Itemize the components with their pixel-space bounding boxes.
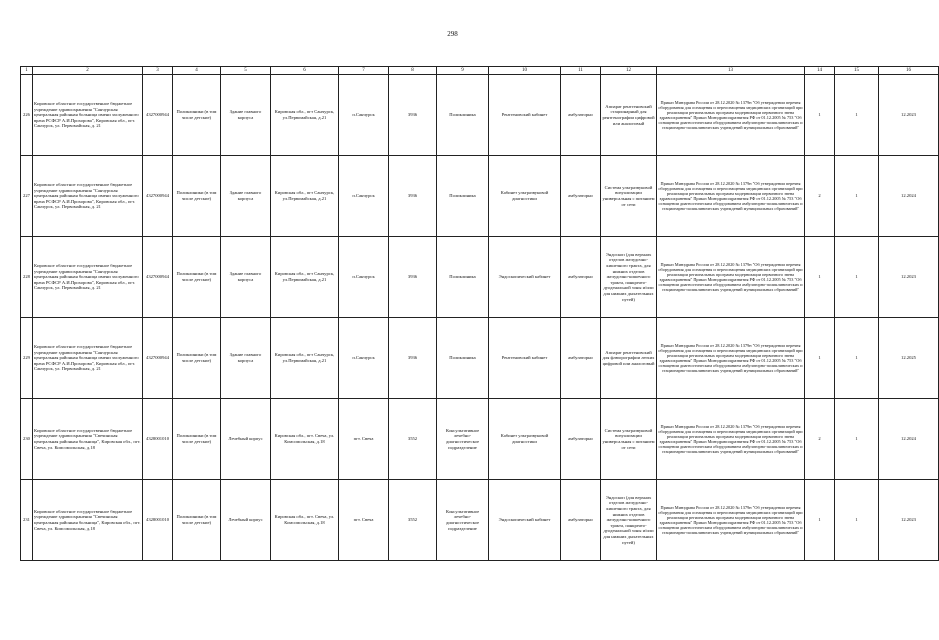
equipment-name: Аппарат рентгеновский стационарный для рентгенографии цифровой или аналоговый xyxy=(601,75,657,156)
table-row xyxy=(21,480,939,561)
row-number: 230 xyxy=(21,399,33,480)
settlement-name: п.Санчурск xyxy=(339,318,389,399)
regulatory-basis: Приказ Минздрава России от 28.12.2020 № 1379н "Об утверждении перечня оборудования для оснащения и переоснащения медицинских организаций при реализации региональных программ модернизации первичного звена здравоохранения" Приказ Минздравсоцразвития РФ от 01.12.2005 № 753 "Об оснащении диагностическим оборудованием амбулаторно-поликлинических и стационарно-поликлинических учреждений муниципальных образований" xyxy=(657,237,805,318)
facility-address: Кировская обл., пгт Санчурск, ул.Первомайская, д.21 xyxy=(271,237,339,318)
care-mode: амбулаторно xyxy=(561,237,601,318)
division-name: Консультативное лечебно-диагностическое подразделение xyxy=(437,480,489,561)
division-name: Поликлиника xyxy=(437,237,489,318)
facility-type: Поликлиники (в том числе детские) xyxy=(173,318,221,399)
column-number: 15 xyxy=(835,67,879,75)
regulatory-basis: Приказ Минздрава России от 28.12.2020 № 1379н "Об утверждении перечня оборудования для оснащения и переоснащения медицинских организаций при реализации региональных программ модернизации первичного звена здравоохранения" Приказ Минздравсоцразвития РФ от 01.12.2005 № 753 "Об оснащении диагностическим оборудованием амбулаторно-поликлинических и стационарно-поликлинических учреждений муниципальных образований" xyxy=(657,399,805,480)
table-row xyxy=(21,156,939,237)
room-name: Рентгеновский кабинет xyxy=(489,75,561,156)
organization-name: Кировское областное государственное бюджетное учреждение здравоохранения "Санчурская центральная районная больница имени заслуженного врача РСФСР А.И.Прохорова", Кировская обл., пгт. Санчурск, ул. Первомайская, д. 21 xyxy=(33,318,143,399)
facility-address: Кировская обл., пгт Санчурск, ул.Первомайская, д.21 xyxy=(271,75,339,156)
division-name: Поликлиника xyxy=(437,75,489,156)
quantity-planned: 1 xyxy=(835,480,879,561)
division-name: Поликлиника xyxy=(437,156,489,237)
quantity-planned: 1 xyxy=(835,156,879,237)
row-number: 226 xyxy=(21,75,33,156)
room-name: Кабинет ультразвуковой диагностики xyxy=(489,399,561,480)
population-count: 3552 xyxy=(389,399,437,480)
column-number: 14 xyxy=(805,67,835,75)
care-mode: амбулаторно xyxy=(561,156,601,237)
column-number: 5 xyxy=(221,67,271,75)
care-mode: амбулаторно xyxy=(561,318,601,399)
settlement-name: п.Санчурск xyxy=(339,156,389,237)
column-number: 16 xyxy=(879,67,939,75)
population-count: 3936 xyxy=(389,156,437,237)
facility-type: Поликлиники (в том числе детские) xyxy=(173,156,221,237)
inn-code: 4328001010 xyxy=(143,480,173,561)
inn-code: 4328001010 xyxy=(143,399,173,480)
settlement-name: пгт. Свеча xyxy=(339,480,389,561)
quantity-planned: 1 xyxy=(835,399,879,480)
building-name: Здание главного корпуса xyxy=(221,75,271,156)
column-number: 6 xyxy=(271,67,339,75)
row-number: 231 xyxy=(21,480,33,561)
column-number: 7 xyxy=(339,67,389,75)
column-number: 13 xyxy=(657,67,805,75)
facility-type: Поликлиники (в том числе детские) xyxy=(173,480,221,561)
quantity-needed: 2 xyxy=(805,399,835,480)
quantity-needed: 2 xyxy=(805,156,835,237)
column-number-row xyxy=(21,67,939,75)
building-name: Здание главного корпуса xyxy=(221,156,271,237)
population-count: 3936 xyxy=(389,237,437,318)
column-number: 1 xyxy=(21,67,33,75)
room-name: Эндоскопический кабинет xyxy=(489,480,561,561)
delivery-date: 12.2024 xyxy=(879,156,939,237)
building-name: Лечебный корпус xyxy=(221,480,271,561)
row-number: 228 xyxy=(21,237,33,318)
column-number: 4 xyxy=(173,67,221,75)
facility-type: Поликлиники (в том числе детские) xyxy=(173,399,221,480)
organization-name: Кировское областное государственное бюджетное учреждение здравоохранения "Свечинская центральная районная больница", Кировская обл., пгт. Свеча, ул. Комсомольская, д.18 xyxy=(33,399,143,480)
table-row xyxy=(21,75,939,156)
settlement-name: п.Санчурск xyxy=(339,237,389,318)
building-name: Здание главного корпуса xyxy=(221,237,271,318)
table-row xyxy=(21,237,939,318)
organization-name: Кировское областное государственное бюджетное учреждение здравоохранения "Санчурская центральная районная больница имени заслуженного врача РСФСР А.И.Прохорова", Кировская обл., пгт. Санчурск, ул. Первомайская, д. 21 xyxy=(33,156,143,237)
column-number: 11 xyxy=(561,67,601,75)
settlement-name: п.Санчурск xyxy=(339,75,389,156)
equipment-name: Система ультразвуковой визуализации универсальная с питанием от сети xyxy=(601,399,657,480)
care-mode: амбулаторно xyxy=(561,480,601,561)
equipment-register-table xyxy=(20,66,939,561)
equipment-name: Эндоскоп (для верхних отделов желудочно-кишечного тракта, для нижних отделов желудочно-кишечного тракта, панкреато-дуоденальной зоны и/или для нижних дыхательных путей) xyxy=(601,480,657,561)
inn-code: 4327000944 xyxy=(143,75,173,156)
column-number: 10 xyxy=(489,67,561,75)
table-row xyxy=(21,318,939,399)
column-number: 2 xyxy=(33,67,143,75)
quantity-needed: 1 xyxy=(805,480,835,561)
delivery-date: 12.2023 xyxy=(879,75,939,156)
row-number: 227 xyxy=(21,156,33,237)
quantity-needed: 1 xyxy=(805,75,835,156)
facility-address: Кировская обл., пгт Санчурск, ул.Первомайская, д.21 xyxy=(271,318,339,399)
organization-name: Кировское областное государственное бюджетное учреждение здравоохранения "Свечинская центральная районная больница", Кировская обл., пгт. Свеча, ул. Комсомольская, д.18 xyxy=(33,480,143,561)
organization-name: Кировское областное государственное бюджетное учреждение здравоохранения "Санчурская центральная районная больница имени заслуженного врача РСФСР А.И.Прохорова", Кировская обл., пгт. Санчурск, ул. Первомайская, д. 21 xyxy=(33,75,143,156)
care-mode: амбулаторно xyxy=(561,399,601,480)
regulatory-basis: Приказ Минздрава России от 28.12.2020 № 1379н "Об утверждении перечня оборудования для оснащения и переоснащения медицинских организаций при реализации региональных программ модернизации первичного звена здравоохранения" Приказ Минздравсоцразвития РФ от 01.12.2005 № 753 "Об оснащении диагностическим оборудованием амбулаторно-поликлинических и стационарно-поликлинических учреждений муниципальных образований" xyxy=(657,156,805,237)
room-name: Эндоскопический кабинет xyxy=(489,237,561,318)
facility-address: Кировская обл., пгт. Свеча, ул. Комсомольская, д.18 xyxy=(271,480,339,561)
column-number: 12 xyxy=(601,67,657,75)
inn-code: 4327000944 xyxy=(143,237,173,318)
delivery-date: 12.2024 xyxy=(879,399,939,480)
facility-type: Поликлиники (в том числе детские) xyxy=(173,237,221,318)
population-count: 3936 xyxy=(389,75,437,156)
organization-name: Кировское областное государственное бюджетное учреждение здравоохранения "Санчурская центральная районная больница имени заслуженного врача РСФСР А.И.Прохорова", Кировская обл., пгт. Санчурск, ул. Первомайская, д. 21 xyxy=(33,237,143,318)
building-name: Лечебный корпус xyxy=(221,399,271,480)
regulatory-basis: Приказ Минздрава России от 28.12.2020 № 1379н "Об утверждении перечня оборудования для оснащения и переоснащения медицинских организаций при реализации региональных программ модернизации первичного звена здравоохранения" Приказ Минздравсоцразвития РФ от 01.12.2005 № 753 "Об оснащении диагностическим оборудованием амбулаторно-поликлинических и стационарно-поликлинических учреждений муниципальных образований" xyxy=(657,318,805,399)
division-name: Консультативное лечебно-диагностическое подразделение xyxy=(437,399,489,480)
facility-address: Кировская обл., пгт. Свеча, ул. Комсомольская, д.18 xyxy=(271,399,339,480)
delivery-date: 12.2023 xyxy=(879,480,939,561)
quantity-planned: 1 xyxy=(835,318,879,399)
quantity-planned: 1 xyxy=(835,237,879,318)
table-row xyxy=(21,399,939,480)
delivery-date: 12.2025 xyxy=(879,318,939,399)
inn-code: 4327000944 xyxy=(143,156,173,237)
facility-type: Поликлиники (в том числе детские) xyxy=(173,75,221,156)
care-mode: амбулаторно xyxy=(561,75,601,156)
quantity-planned: 1 xyxy=(835,75,879,156)
quantity-needed: 1 xyxy=(805,318,835,399)
column-number: 3 xyxy=(143,67,173,75)
equipment-name: Аппарат рентгеновский для флюорографии легких цифровой или аналоговый xyxy=(601,318,657,399)
column-number: 8 xyxy=(389,67,437,75)
room-name: Кабинет ультразвуковой диагностики xyxy=(489,156,561,237)
population-count: 3552 xyxy=(389,480,437,561)
population-count: 3936 xyxy=(389,318,437,399)
settlement-name: пгт. Свеча xyxy=(339,399,389,480)
room-name: Рентгеновский кабинет xyxy=(489,318,561,399)
column-number: 9 xyxy=(437,67,489,75)
quantity-needed: 1 xyxy=(805,237,835,318)
division-name: Поликлиника xyxy=(437,318,489,399)
equipment-name: Система ультразвуковой визуализации универсальная с питанием от сети xyxy=(601,156,657,237)
row-number: 229 xyxy=(21,318,33,399)
inn-code: 4327000944 xyxy=(143,318,173,399)
regulatory-basis: Приказ Минздрава России от 28.12.2020 № 1379н "Об утверждении перечня оборудования для оснащения и переоснащения медицинских организаций при реализации региональных программ модернизации первичного звена здравоохранения" Приказ Минздравсоцразвития РФ от 01.12.2005 № 753 "Об оснащении диагностическим оборудованием амбулаторно-поликлинических и стационарно-поликлинических учреждений муниципальных образований" xyxy=(657,480,805,561)
regulatory-basis: Приказ Минздрава России от 28.12.2020 № 1379н "Об утверждении перечня оборудования для оснащения и переоснащения медицинских организаций при реализации региональных программ модернизации первичного звена здравоохранения" Приказ Минздравсоцразвития РФ от 01.12.2005 № 753 "Об оснащении диагностическим оборудованием амбулаторно-поликлинических и стационарно-поликлинических учреждений муниципальных образований" xyxy=(657,75,805,156)
building-name: Здание главного корпуса xyxy=(221,318,271,399)
equipment-name: Эндоскоп (для верхних отделов желудочно-кишечного тракта, для нижних отделов желудочно-кишечного тракта, панкреато-дуоденальной зоны и/или для нижних дыхательных путей) xyxy=(601,237,657,318)
delivery-date: 12.2023 xyxy=(879,237,939,318)
facility-address: Кировская обл., пгт Санчурск, ул.Первомайская, д.21 xyxy=(271,156,339,237)
page-number: 298 xyxy=(447,30,458,38)
